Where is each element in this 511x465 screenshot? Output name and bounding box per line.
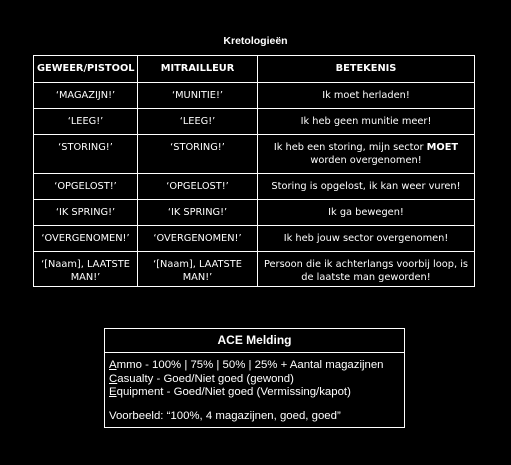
cell-meaning: Storing is opgelost, ik kan weer vuren!: [258, 174, 475, 200]
ace-melding-box: [104, 328, 405, 428]
cell-meaning: Ik heb geen munitie meer!: [258, 109, 475, 135]
cell-meaning: Ik heb jouw sector overgenomen!: [258, 226, 475, 252]
table-row: [34, 174, 475, 200]
ace-initial-e: E: [109, 386, 117, 398]
meaning-text-emphasis: MOET: [426, 142, 459, 153]
ace-line-casualty: [109, 373, 400, 387]
cell-mg-call: ‘OPGELOST!’: [138, 174, 258, 200]
cell-pistol-call: ‘OVERGENOMEN!’: [34, 226, 138, 252]
table-row: [34, 83, 475, 109]
table-row: [34, 135, 475, 174]
table-row: [34, 226, 475, 252]
cell-pistol-call: ‘[Naam], LAATSTE MAN!’: [34, 252, 138, 287]
callouts-table: [33, 55, 475, 287]
meaning-text-pre: Ik heb een storing, mijn sector: [273, 142, 427, 153]
cell-mg-call: ‘MUNITIE!’: [138, 83, 258, 109]
ace-title: ACE Melding: [105, 329, 404, 353]
cell-mg-call: ‘LEEG!’: [138, 109, 258, 135]
cell-meaning: Ik moet herladen!: [258, 83, 475, 109]
ace-line-equipment: [109, 386, 400, 400]
cell-pistol-call: ‘LEEG!’: [34, 109, 138, 135]
table-row: [34, 200, 475, 226]
cell-pistol-call: ‘STORING!’: [34, 135, 138, 174]
ace-line-equipment-text: quipment - Goed/Niet goed (Vermissing/kapot): [116, 386, 351, 398]
ace-line-casualty-text: asualty - Goed/Niet goed (gewond): [117, 372, 294, 385]
table-header-row: [34, 56, 475, 83]
cell-pistol-call: ‘MAGAZIJN!’: [34, 83, 138, 109]
cell-mg-call: ‘IK SPRING!’: [138, 200, 258, 226]
ace-initial-c: C: [109, 372, 118, 385]
cell-mg-call: ‘OVERGENOMEN!’: [138, 226, 258, 252]
cell-mg-call: ‘[Naam], LAATSTE MAN!’: [138, 252, 258, 287]
cell-pistol-call: ‘IK SPRING!’: [34, 200, 138, 226]
cell-pistol-call: ‘OPGELOST!’: [34, 174, 138, 200]
meaning-text-post: worden overgenomen!: [310, 155, 422, 166]
ace-line-ammo: [109, 359, 400, 373]
ace-example: Voorbeeld: “100%, 4 magazijnen, goed, goed”: [109, 409, 341, 422]
table-row: [34, 109, 475, 135]
header-mitrailleur: MITRAILLEUR: [138, 56, 258, 83]
table-row: [34, 252, 475, 287]
header-betekenis: BETEKENIS: [258, 56, 475, 83]
cell-meaning: [258, 135, 475, 174]
cell-meaning: Persoon die ik achterlangs voorbij loop, is de laatste man geworden!: [258, 252, 475, 287]
header-geweer-pistool: GEWEER/PISTOOL: [34, 56, 138, 83]
cell-mg-call: ‘STORING!’: [138, 135, 258, 174]
cell-meaning: Ik ga bewegen!: [258, 200, 475, 226]
ace-body: [105, 353, 404, 427]
page-title: Kretologieën: [223, 35, 288, 47]
ace-line-ammo-text: mmo - 100% | 75% | 50% | 25% + Aantal magazijnen: [116, 359, 384, 371]
ace-initial-a: A: [109, 359, 117, 371]
